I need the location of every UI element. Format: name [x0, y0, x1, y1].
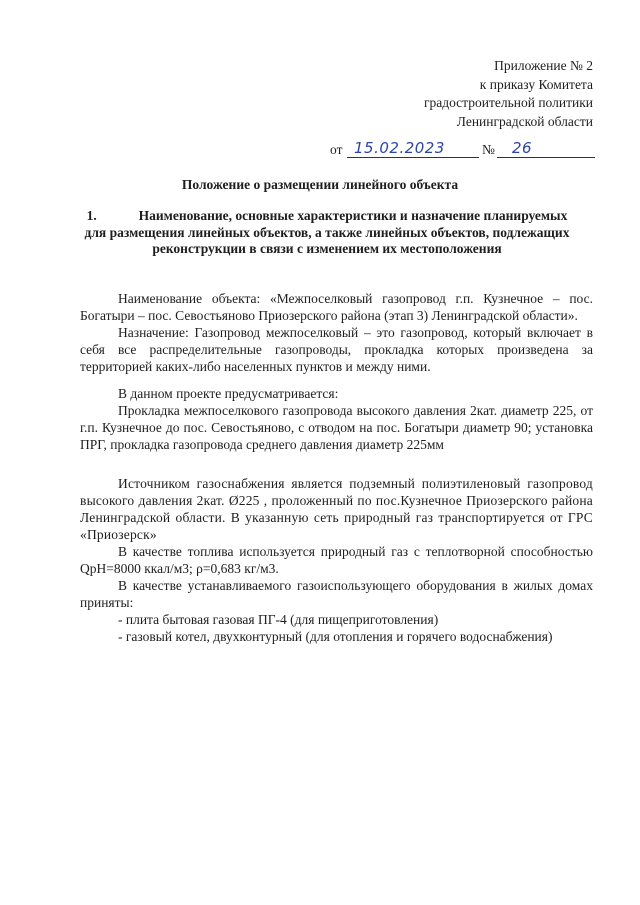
appendix-header [424, 57, 593, 131]
list-item: - плита бытовая газовая ПГ-4 (для пищеприготовления) [118, 612, 439, 627]
section-number: 1. [86, 208, 97, 223]
document-title: Положение о размещении линейного объекта [181, 177, 459, 192]
appendix-region: Ленинградской области [456, 113, 593, 129]
paragraph-purpose: Назначение: Газопровод межпоселковый – это газопровод, который включает в себя все распределительные газопроводы, прокладка которых произведена за территорией каких-либо населенных пунктов и между ними. [80, 325, 593, 374]
list-item: - газовый котел, двухконтурный (для отопления и горячего водоснабжения) [118, 629, 553, 644]
handwritten-date: 15.02.2023 [354, 139, 445, 157]
handwritten-number: 26 [512, 139, 533, 157]
paragraph-gas-source: Источником газоснабжения является подземный полиэтиленовый газопровод высокого давления 2кат. Ø225 , проложенный по пос.Кузнечное Приозерского района Ленинградской области. В указанную сеть природный газ транспортируется от ГРС «Приозерск» [80, 476, 593, 542]
paragraph-project-details: Прокладка межпоселкового газопровода высокого давления 2кат. диаметр 225, от г.п. Кузнечное до пос. Севостьяново, с отводом на пос. Богатыри диаметр 90; установка ПРГ, прокладка газопровода среднего давления диаметр 225мм [80, 403, 593, 452]
paragraph-object-name: Наименование объекта: «Межпоселковый газопровод г.п. Кузнечное – пос. Богатыри – пос. Севостьяново Приозерского района (этап 3) Ленинградской области». [80, 291, 593, 323]
paragraph-project-intro: В данном проекте предусматривается: [118, 386, 339, 401]
appendix-order-ref: к приказу Комитета [479, 76, 593, 92]
appendix-committee: градостроительной политики [423, 95, 593, 110]
section-title: Наименование, основные характеристики и назначение планируемых для размещения линейных объектов, а также линейных объектов, подлежащих реконструкции в связи с изменением их местоположения [84, 208, 570, 256]
paragraph-fuel: В качестве топлива используется природный газ с теплотворной способностью QрН=8000 ккал/м3; ρ=0,683 кг/м3. [80, 544, 593, 576]
date-number-line [330, 139, 595, 161]
number-label: № [482, 142, 495, 157]
date-label: от [330, 142, 343, 157]
document-body [80, 290, 593, 645]
section-heading [80, 208, 574, 258]
paragraph-equipment-intro: В качестве устанавливаемого газоиспользующего оборудования в жилых домах приняты: [80, 578, 593, 610]
appendix-number: Приложение № 2 [494, 58, 593, 73]
